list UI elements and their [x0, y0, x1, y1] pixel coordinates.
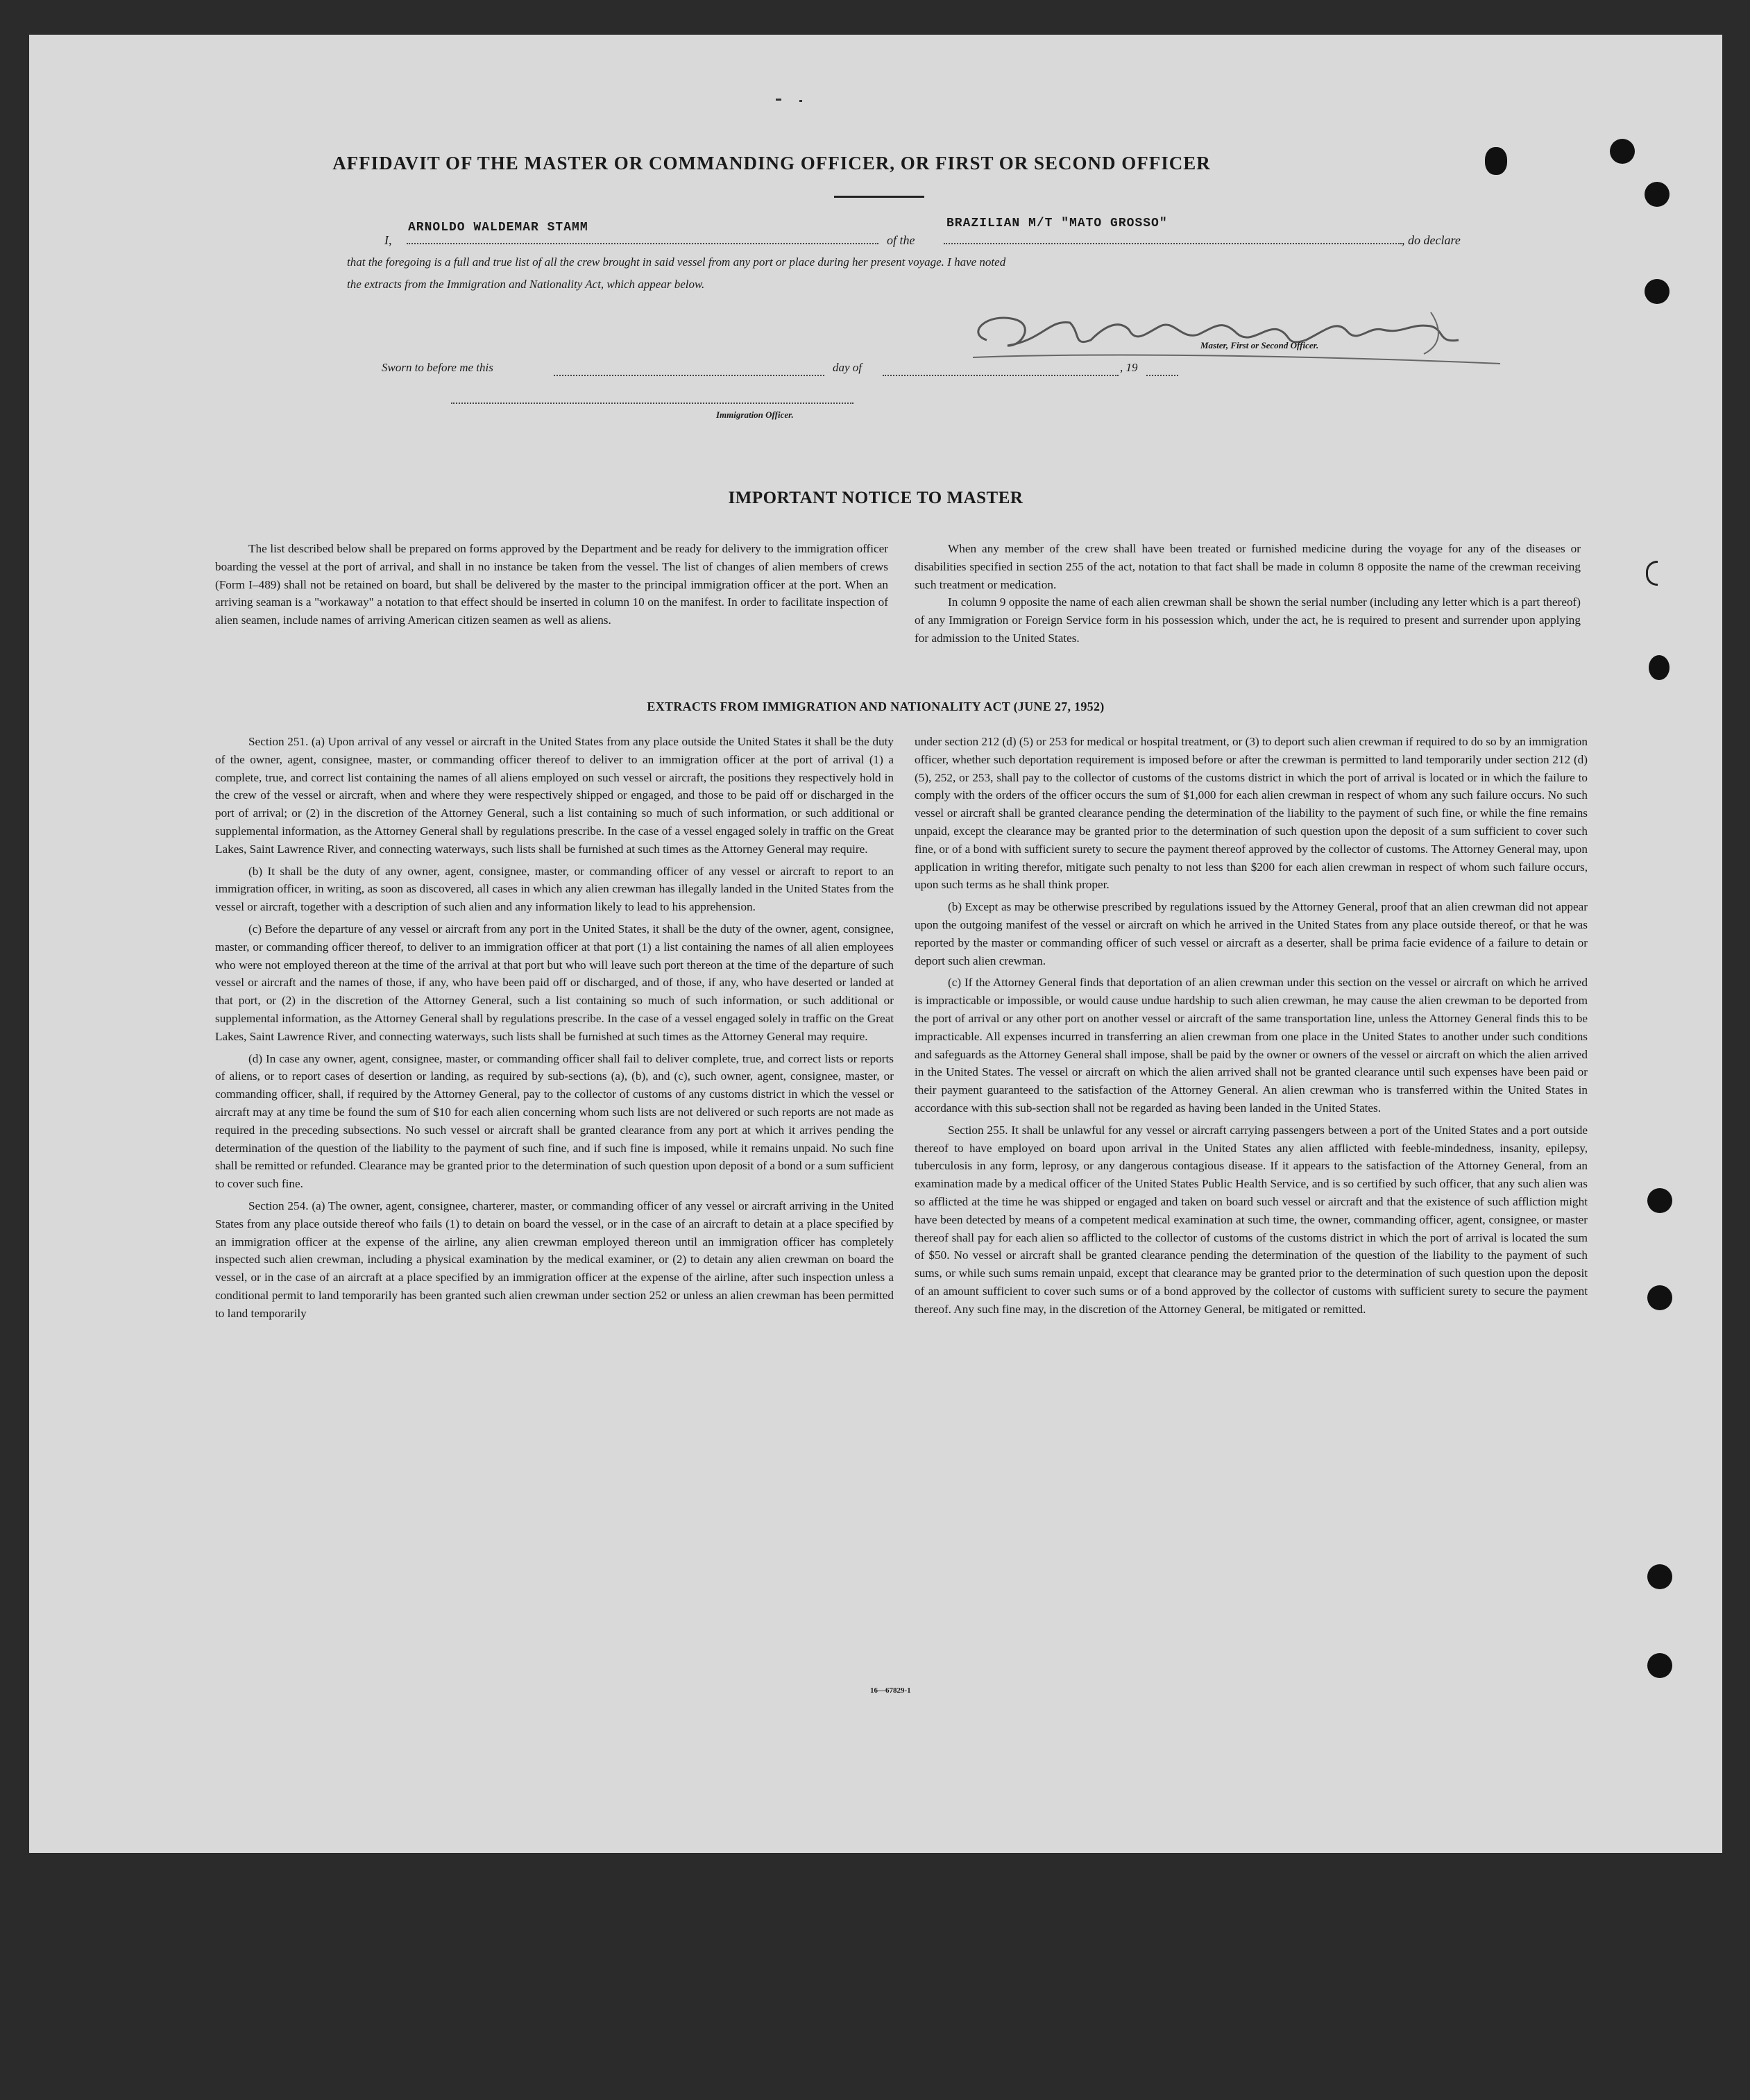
binder-hole [1649, 655, 1670, 680]
section-255: Section 255. It shall be unlawful for any vessel or aircraft carrying passengers between a port of the United States and a port outside thereof to have employed on board upon arrival in the United States any alien afflicted with feeble-mindedness, insanity, epilepsy, tuberculosis in any form, leprosy, or any dangerous contagious disease. If it appears to the satisfaction of the Attorney General, from an examination made by a medical officer of the United States Public Health Service, and is so certified by such officer, that any such alien was so afflicted at the time he was shipped or engaged and taken on board such vessel or aircraft and that the existence of such affliction might have been detected by means of a competent medical examination at such time, the owner, commanding officer, agent, consignee, or master thereof shall pay for each alien so afflicted to the collector of customs of the customs district in which the port of arrival is located the sum of $50. No vessel or aircraft shall be granted clearance pending the determination of the question of the liability to the payment of such sums, or while such sums remain unpaid, except that clearance may be granted prior to the determination of such question upon the deposit of an amount sufficient to cover such sums or of a bond approved by the collector of customs with sufficient surety to secure the payment thereof. Any such fine may, in the discretion of the Attorney General, be mitigated or remitted. [915, 1123, 1588, 1316]
do-declare-label: , do declare [1402, 233, 1461, 247]
day-of-label: day of [833, 361, 863, 374]
affidavit-title: AFFIDAVIT OF THE MASTER OR COMMANDING OFFICER, OR FIRST OR SECOND OFFICER [332, 153, 1211, 173]
section-254-c: (c) If the Attorney General finds that deportation of an alien crewman under this section on the vessel or aircraft on which he arrived is impracticable or impossible, or would cause undue hardship to such alien crewman, he may cause the alien crewman to be deported from the port of arrival or any other port on another vessel or aircraft of the same transportation line, unless the Attorney General finds this to be impracticable. All expenses incurred in transferring an alien crewman from one place in the United States to another under such conditions and safeguards as the Attorney General shall impose, shall be paid by the owner or owners of the vessel or aircraft on which the alien arrived in the United States. The vessel or aircraft on which the alien arrived shall not be granted clearance until such expenses have been paid or their payment guaranteed to the satisfaction of the Attorney General. An alien crewman who is transferred within the United States in accordance with this sub-section shall not be regarded as having been landed in the United States. [915, 976, 1588, 1115]
binder-hole [1647, 1188, 1672, 1213]
scan-mark [799, 100, 802, 102]
notice-left-column [215, 540, 888, 629]
notice-right-paragraph-1: When any member of the crew shall have been treated or furnished medicine during the voyage for any of the diseases or disabilities specified in section 255 of the act, notation to that fact shall be made in column 8 opposite the name of the crewman receiving such treatment or medication. [915, 542, 1581, 591]
section-254-a: Section 254. (a) The owner, agent, consignee, charterer, master, or commanding officer of any vessel or aircraft arriving in the United States from any place outside thereof who fails (1) to detain on board the vessel, or in the case of an aircraft to detain at a place specified by an immigration officer at the expense of the airline, any alien crewman employed thereon until an immigration officer has completely inspected such alien crewman, including a physical examination by the medical examiner, or (2) to detain any alien crewman on board the vessel, or in the case of an aircraft at a place specified by an immigration officer at the expense of the airline, after such inspection unless a conditional permit to land temporarily has been granted such alien crewman under section 252 or unless an alien crewman has been permitted to land temporarily [215, 1199, 894, 1320]
officer-signature-line [451, 387, 853, 404]
section-254-a-continued: under section 212 (d) (5) or 253 for medical or hospital treatment, or (3) to deport such alien crewman if required to do so by an immigration officer, whether such deportation requirement is imposed before or after the crewman is permitted to land temporarily under section 212 (d) (5), 252, or 253, shall pay to the collector of customs of the customs district in which the port of arrival is located or in which the failure to comply with the orders of the officer occurs the sum of $1,000 for each alien crewman in respect of whom any such failure occurs. No such vessel or aircraft shall be granted clearance pending the determination of the liability to the payment of such fine, or while the fine remains unpaid, except the clearance may be granted prior to the determination of such question upon the deposit of a sum sufficient to cover such fine, or of a bond with sufficient surety to secure the payment thereof approved by the collector of customs. The Attorney General may, upon application in writing therefor, mitigate such penalty to not less than $200 for each alien crewman in respect of whom such failure occurs, upon such terms as he shall think proper. [915, 735, 1588, 892]
extracts-right-column [915, 733, 1588, 1319]
binder-hole [1647, 1564, 1672, 1589]
section-251-d: (d) In case any owner, agent, consignee, master, or commanding officer shall fail to deliver complete, true, and correct lists or reports of aliens, or to report cases of desertion or landing, as required by sub-sections (a), (b), and (c), such owner, agent, consignee, master, or commanding officer, shall, if required by the Attorney General, pay to the collector of customs of any customs district in which the vessel or aircraft may at any time be found the sum of $10 for each alien concerning whom such lists are not delivered or such reports are not made as required in the preceding subsections. No such vessel or aircraft shall be granted clearance from any port at which it arrives pending the determination of the question of the liability to the payment of such fine, and if such fine is imposed, while it remains unpaid. No such fine shall be remitted or refunded. Clearance may be granted prior to the determination of such question upon deposit of a bond or a sum sufficient to cover such fine. [215, 1051, 894, 1191]
binder-hole [1645, 279, 1670, 304]
notice-left-paragraph: The list described below shall be prepared on forms approved by the Department and be ready for delivery to the immigration officer boarding the vessel at the port of arrival, and shall in no instance be taken from the vessel. The list of changes of alien members of crews (Form I–489) shall not be retained on board, but shall be delivered by the master to the principal immigration officer at the port. When an arriving seaman is a "workaway" a notation to that effect should be inserted in column 10 on the manifest. In order to facilitate inspection of alien seamen, include names of arriving American citizen seamen as well as aliens. [215, 542, 888, 627]
title-rule [834, 196, 924, 198]
binder-hole [1647, 1653, 1672, 1678]
form-code: 16—67829-1 [870, 1686, 911, 1695]
prefix-i: I, [384, 233, 392, 247]
declaration-line-2: the extracts from the Immigration and Nationality Act, which appear below. [347, 278, 705, 291]
year-label: , 19 [1120, 361, 1138, 374]
of-the-label: of the [887, 233, 915, 247]
section-254-b: (b) Except as may be otherwise prescribed by regulations issued by the Attorney General, proof that an alien crewman did not appear upon the outgoing manifest of the vessel or aircraft on which he arrived in the United States from any place outside thereof, or that he was reported by the master or commanding officer of such vessel or aircraft as a deserter, shall be prima facie evidence of a failure to detain or deport such alien crewman. [915, 900, 1588, 967]
notice-title: IMPORTANT NOTICE TO MASTER [728, 489, 1023, 507]
declaration-line-1: that the foregoing is a full and true list of all the crew brought in said vessel from any port or place during her present voyage. I have noted [347, 255, 1006, 269]
master-name: ARNOLDO WALDEMAR STAMM [408, 221, 588, 235]
sworn-year-line [1146, 359, 1178, 376]
notice-right-column [915, 540, 1581, 647]
sworn-label: Sworn to before me this [382, 361, 493, 374]
officer-caption: Immigration Officer. [716, 409, 794, 420]
sworn-day-line [554, 359, 824, 376]
binder-hole [1645, 182, 1670, 207]
document-page [29, 35, 1722, 1853]
extracts-title: EXTRACTS FROM IMMIGRATION AND NATIONALITY ACT (JUNE 27, 1952) [647, 700, 1105, 713]
sworn-month-line [883, 359, 1119, 376]
section-251-a: Section 251. (a) Upon arrival of any vessel or aircraft in the United States from any place outside the United States it shall be the duty of the owner, agent, consignee, master, or commanding officer thereof to deliver to an immigration officer at the port of arrival (1) a complete, true, and correct list containing the names of all aliens employed on such vessel or aircraft, the positions they respectively hold in the crew of the vessel or aircraft, when and where they were respectively shipped or engaged, and those to be paid off or discharged in the port of arrival; or (2) in the discretion of the Attorney General, such a list containing so much of such information, or such additional or supplemental information, as the Attorney General shall by regulations prescribe. In the case of a vessel engaged solely in traffic on the Great Lakes, Saint Lawrence River, and connecting waterways, such lists shall be furnished at such times as the Attorney General may require. [215, 735, 894, 856]
binder-hole [1485, 147, 1507, 175]
binder-hole [1610, 139, 1635, 164]
section-251-c: (c) Before the departure of any vessel or aircraft from any port in the United States, it shall be the duty of the owner, agent, consignee, master, or commanding officer thereof, to deliver to an immigration officer at that port (1) a list containing the names of all alien employees who were not employed thereon at the time of the arrival at that port but who will leave such port thereon at the time of the departure of such vessel or aircraft and the names of those, if any, who have been paid off or discharged, and of those, if any, who have deserted or landed at that port, or (2) in the discretion of the Attorney General, such a list containing so much of such information, or such additional or supplemental information, as the Attorney General shall by regulations prescribe. In the case of a vessel engaged solely in traffic on the Great Lakes, Saint Lawrence River, and connecting waterways, such lists shall be furnished at such times as the Attorney General may require. [215, 922, 894, 1043]
vessel-name: BRAZILIAN M/T "MATO GROSSO" [946, 217, 1168, 230]
extracts-left-column [215, 733, 894, 1323]
scan-mark [776, 99, 781, 101]
section-251-b: (b) It shall be the duty of any owner, agent, consignee, master, or commanding officer of any vessel or aircraft to report to an immigration officer, in writing, as soon as discovered, all cases in which any alien crewman has illegally landed in the United States from the vessel or aircraft, together with a description of such alien and any information likely to lead to his apprehension. [215, 864, 894, 914]
master-caption: Master, First or Second Officer. [1200, 340, 1319, 350]
notice-right-paragraph-2: In column 9 opposite the name of each alien crewman shall be shown the serial number (including any letter which is a part thereof) of any Immigration or Foreign Service form in his possession which, under the act, he is required to present and surrender upon applying for admission to the United States. [915, 595, 1581, 645]
binder-hole [1647, 1285, 1672, 1310]
